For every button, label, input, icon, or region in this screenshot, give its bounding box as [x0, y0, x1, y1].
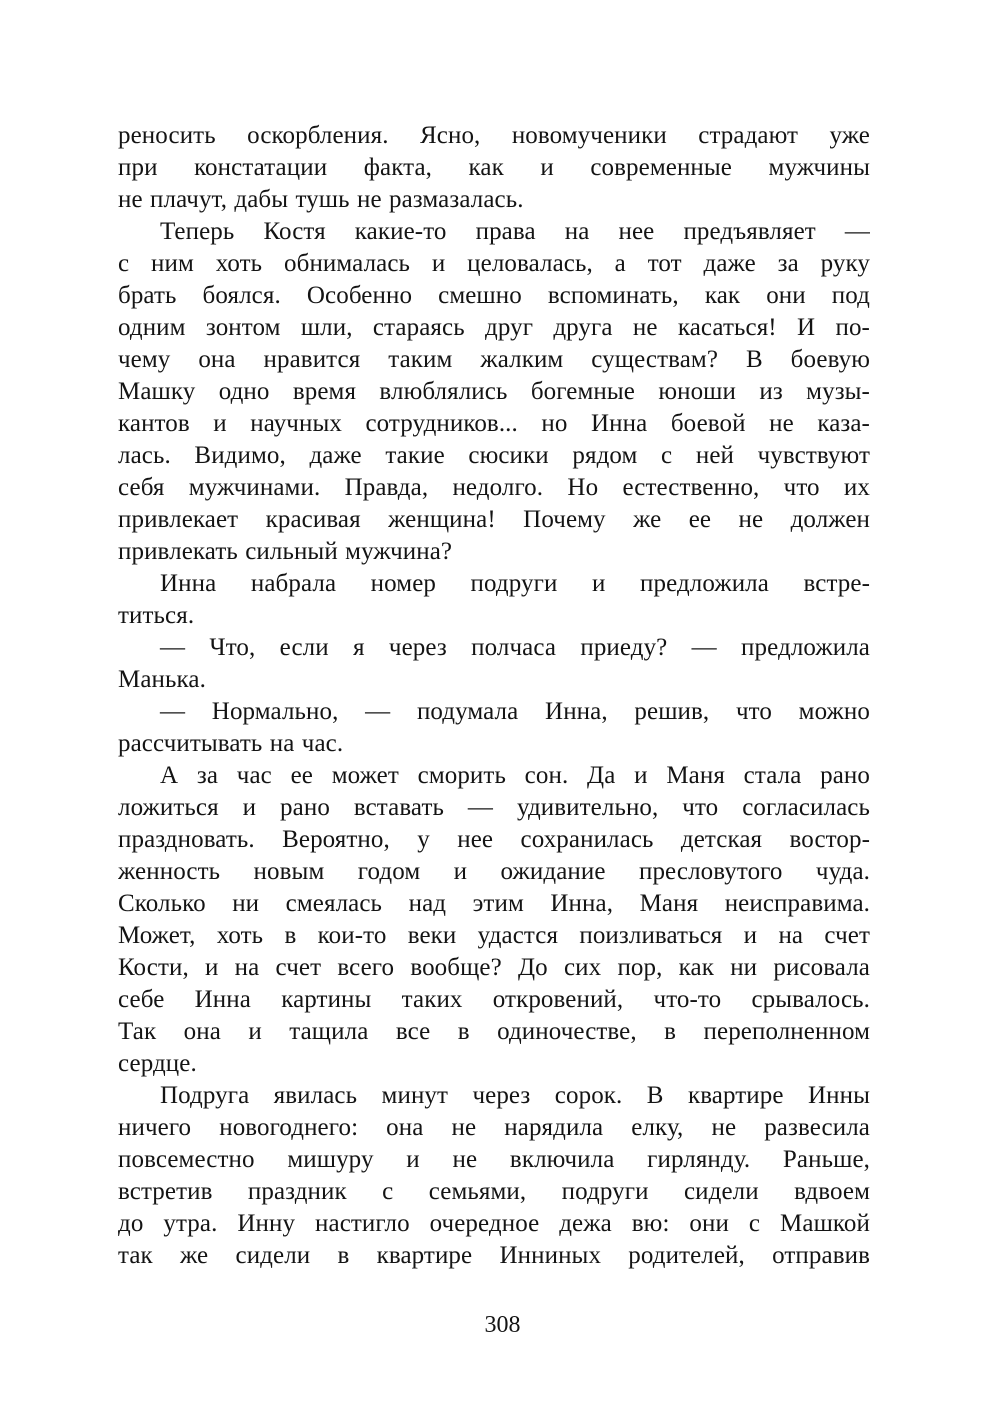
- text-line: повсеместно мишуру и не включила гирлянду. Раньше,: [118, 1146, 870, 1173]
- text-line: Может, хоть в кои-то веки удастся поизливаться и на счет: [118, 922, 870, 949]
- text-line: — Что, если я через полчаса приеду? — предложила: [160, 634, 870, 661]
- text-line: рассчитывать на час.: [118, 730, 344, 757]
- text-line: праздновать. Вероятно, у нее сохранилась детская востор-: [118, 826, 870, 853]
- text-line: с ним хоть обнималась и целовалась, а тот даже за руку: [118, 250, 870, 277]
- text-line: чему она нравится таким жалким существам? В боевую: [118, 346, 870, 373]
- page-text: [118, 120, 870, 1272]
- text-line: Манька.: [118, 666, 206, 693]
- text-line: Машку одно время влюблялись богемные юноши из музы-: [118, 378, 870, 405]
- page-number: 308: [484, 1312, 521, 1338]
- text-line: себя мужчинами. Правда, недолго. Но естественно, что их: [118, 474, 870, 501]
- text-line: — Нормально, — подумала Инна, решив, что можно: [160, 698, 870, 725]
- text-line: А за час ее может сморить сон. Да и Маня стала рано: [160, 762, 870, 789]
- text-line: Теперь Костя какие-то права на нее предъявляет —: [160, 218, 870, 245]
- text-line: так же сидели в квартире Инниных родителей, отправив: [118, 1242, 870, 1269]
- text-line: до утра. Инну настигло очередное дежа вю: они с Машкой: [118, 1210, 870, 1237]
- text-line: сердце.: [118, 1050, 197, 1077]
- text-line: не плачут, дабы тушь не размазалась.: [118, 186, 524, 213]
- text-line: кантов и научных сотрудников... но Инна боевой не каза-: [118, 410, 870, 437]
- text-line: Кости, и на счет всего вообще? До сих пор, как ни рисовала: [118, 954, 870, 981]
- text-line: титься.: [118, 602, 195, 629]
- text-line: Сколько ни смеялась над этим Инна, Маня неисправима.: [118, 890, 870, 917]
- text-line: женность новым годом и ожидание пресловутого чуда.: [118, 858, 870, 885]
- text-line: брать боялся. Особенно смешно вспоминать, как они под: [118, 282, 870, 309]
- text-line: Так она и тащила все в одиночестве, в переполненном: [118, 1018, 870, 1045]
- text-line: привлекает красивая женщина! Почему же ее не должен: [118, 506, 870, 533]
- text-line: Подруга явилась минут через сорок. В квартире Инны: [160, 1082, 870, 1109]
- text-line: одним зонтом шли, стараясь друг друга не касаться! И по-: [118, 314, 870, 341]
- text-line: при констатации факта, как и современные мужчины: [118, 154, 870, 181]
- text-line: встретив праздник с семьями, подруги сидели вдвоем: [118, 1178, 870, 1205]
- text-line: реносить оскорбления. Ясно, новомученики страдают уже: [118, 122, 870, 149]
- text-line: лась. Видимо, даже такие сюсики рядом с ней чувствуют: [118, 442, 870, 469]
- text-line: привлекать сильный мужчина?: [118, 538, 453, 565]
- text-line: себе Инна картины таких откровений, что-то срывалось.: [118, 986, 870, 1013]
- text-line: Инна набрала номер подруги и предложила встре-: [160, 570, 870, 597]
- text-line: ложиться и рано вставать — удивительно, что согласилась: [118, 794, 870, 821]
- text-line: ничего новогоднего: она не нарядила елку, не развесила: [118, 1114, 870, 1141]
